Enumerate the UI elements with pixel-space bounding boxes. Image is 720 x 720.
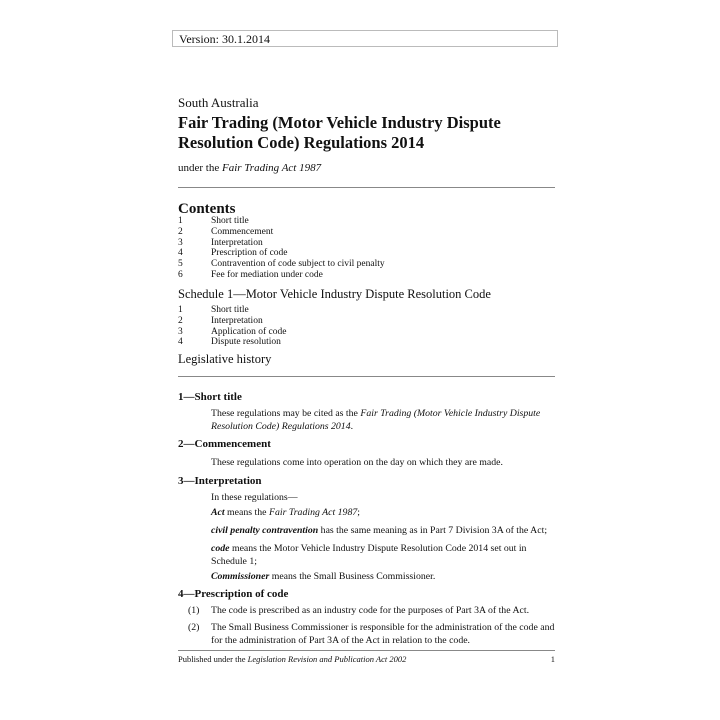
section-3-intro: In these regulations—	[211, 492, 298, 503]
section-3-heading: 3—Interpretation	[178, 475, 262, 487]
def-mid: means the	[224, 507, 269, 518]
toc-num: 3	[178, 237, 183, 248]
toc-num: 3	[178, 326, 183, 337]
page-footer	[178, 654, 555, 664]
schedule-item[interactable]	[178, 316, 286, 327]
schedule-heading[interactable]: Schedule 1—Motor Vehicle Industry Dispute Resolution Code	[178, 287, 491, 301]
subsection-num: (2)	[188, 622, 200, 633]
def-end: ;	[357, 507, 360, 518]
document-title	[178, 113, 558, 153]
toc-num: 5	[178, 259, 183, 270]
toc-num: 6	[178, 269, 183, 280]
footer-prefix: Published under the	[178, 654, 248, 664]
footer-act: Legislation Revision and Publication Act 2002	[247, 654, 407, 664]
under-act-name: Fair Trading Act 1987	[221, 162, 322, 174]
section-1-text	[211, 408, 555, 433]
def-term: Act	[211, 507, 225, 518]
subsection-4-1	[178, 605, 555, 618]
divider-footer	[178, 650, 555, 651]
subsection-text: The Small Business Commissioner is responsible for the administration of the code and for the administration of Part 3A of the Act in relation to the code.	[211, 622, 555, 646]
under-prefix: under the	[178, 162, 222, 174]
definition-act	[211, 507, 555, 520]
def-term: code	[211, 543, 230, 554]
toc-label: Prescription of code	[211, 248, 288, 259]
s1-prefix: These regulations may be cited as the	[211, 408, 361, 419]
toc-num: 4	[178, 337, 183, 348]
version-label: Version: 30.1.2014	[179, 32, 270, 46]
toc-num: 4	[178, 248, 183, 259]
toc-num: 2	[178, 315, 183, 326]
toc-label: Contravention of code subject to civil penalty	[211, 259, 385, 270]
toc-label: Interpretation	[211, 237, 263, 248]
section-2-text: These regulations come into operation on the day on which they are made.	[211, 457, 503, 468]
title-line-2: Resolution Code) Regulations 2014	[178, 133, 425, 152]
toc-num: 2	[178, 226, 183, 237]
contents-heading: Contents	[178, 201, 236, 217]
toc-num: 1	[178, 216, 183, 226]
subsection-text: The code is prescribed as an industry code for the purposes of Part 3A of the Act.	[211, 605, 530, 616]
toc-item[interactable]	[178, 248, 385, 259]
definition-code	[211, 543, 555, 568]
footer-publication	[178, 654, 406, 664]
schedule-list	[178, 305, 286, 348]
toc-item[interactable]	[178, 259, 385, 270]
schedule-item[interactable]	[178, 305, 286, 316]
section-1-heading: 1—Short title	[178, 391, 242, 403]
toc-label: Application of code	[211, 326, 287, 337]
definition-civil-penalty	[211, 525, 555, 538]
subsection-4-2	[178, 622, 555, 647]
schedule-item[interactable]	[178, 327, 286, 338]
def-text: has the same meaning as in Part 7 Division 3A of the Act;	[318, 525, 548, 536]
s1-title-italic: Fair Trading (Motor Vehicle Industry Dispute Resolution Code) Regulations 2014	[211, 408, 541, 432]
under-act-line	[178, 162, 321, 174]
def-term: civil penalty contravention	[211, 525, 319, 536]
def-italic: Fair Trading Act 1987	[268, 507, 358, 518]
subsection-num: (1)	[188, 605, 200, 616]
section-2-heading: 2—Commencement	[178, 438, 271, 450]
toc-label: Short title	[211, 216, 249, 226]
s1-suffix: .	[350, 420, 354, 432]
definition-commissioner	[211, 571, 555, 584]
jurisdiction: South Australia	[178, 95, 259, 110]
toc-item[interactable]	[178, 227, 385, 238]
toc-label: Fee for mediation under code	[211, 269, 323, 280]
schedule-item[interactable]	[178, 337, 286, 348]
toc-item[interactable]	[178, 270, 385, 281]
toc-item[interactable]	[178, 216, 385, 227]
divider-top	[178, 187, 555, 188]
def-text: means the Motor Vehicle Industry Dispute Resolution Code 2014 set out in Schedule 1;	[211, 543, 527, 567]
divider-contents	[178, 376, 555, 377]
toc-label: Commencement	[211, 226, 274, 237]
toc-label: Dispute resolution	[211, 337, 281, 348]
section-4-heading: 4—Prescription of code	[178, 588, 289, 600]
version-box	[172, 30, 558, 47]
toc-num: 1	[178, 305, 183, 315]
toc-label: Interpretation	[211, 315, 263, 326]
title-line-1: Fair Trading (Motor Vehicle Industry Dispute	[178, 113, 501, 132]
page-number: 1	[550, 654, 555, 664]
def-term: Commissioner	[211, 571, 270, 582]
toc-label: Short title	[211, 305, 249, 315]
toc-item[interactable]	[178, 238, 385, 249]
legislative-history-link[interactable]: Legislative history	[178, 352, 272, 366]
def-text: means the Small Business Commissioner.	[269, 571, 436, 582]
contents-list	[178, 216, 385, 281]
